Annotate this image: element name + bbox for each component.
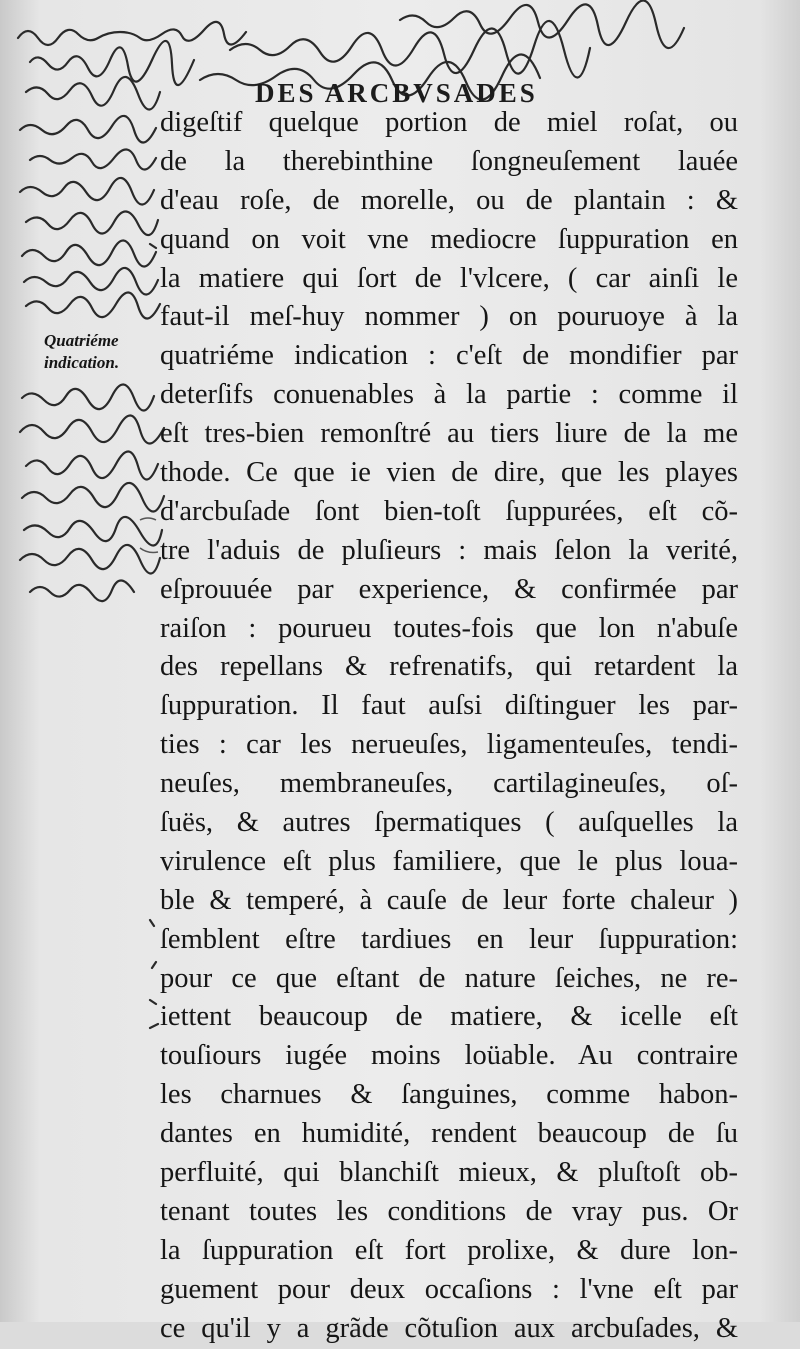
text-line: la matiere qui ſort de l'vlcere, ( car ainſi le [160, 262, 738, 294]
text-line: ble & temperé, à cauſe de leur forte chaleur ) [160, 884, 738, 916]
text-line: ſuës, & autres ſpermatiques ( auſquelles la [160, 807, 738, 839]
text-line: dantes en humidité, rendent beaucoup de ſu [160, 1118, 738, 1150]
text-line: ce qu'il y a grãde cõtuſion aux arcbuſades, & [160, 1312, 738, 1344]
text-line: virulence eſt plus familiere, que le plus loua- [160, 845, 738, 877]
text-line: touſiours iugée moins loüable. Au contraire [160, 1040, 738, 1072]
text-line: iettent beaucoup de matiere, & icelle eſt [160, 1001, 738, 1033]
margin-note-line: indication. [44, 353, 120, 372]
text-line: d'arcbuſade ſont bien-toſt ſuppurées, eſt cõ- [160, 495, 738, 527]
margin-note-line: Quatriéme [44, 331, 119, 350]
text-line: digeſtif quelque portion de miel roſat, ou [160, 107, 738, 138]
text-line: ſemblent eſtre tardiues en leur ſuppuration: [160, 923, 738, 955]
text-line: eſprouuée par experience, & confirmée par [160, 573, 738, 605]
text-line: perfluité, qui blanchiſt mieux, & pluſtoſt ob- [160, 1157, 738, 1189]
text-line: quatriéme indication : c'eſt de mondifier par [160, 340, 738, 372]
text-line: la ſuppuration eſt fort prolixe, & dure lon- [160, 1234, 738, 1266]
text-line: tre l'aduis de pluſieurs : mais ſelon la verité, [160, 534, 738, 566]
text-line: quand on voit vne mediocre ſuppuration en [160, 223, 738, 255]
text-line: eſt tres-bien remonſtré au tiers liure de la me [160, 418, 738, 450]
text-line: tenant toutes les conditions de vray pus. Or [160, 1195, 738, 1227]
text-line: les charnues & ſanguines, comme habon- [160, 1079, 738, 1111]
text-line: thode. Ce que ie vien de dire, que les playes [160, 457, 738, 489]
text-line: des repellans & refrenatifs, qui retardent la [160, 651, 738, 683]
text-line: pour ce que eſtant de nature ſeiches, ne re- [160, 962, 738, 994]
text-line: deterſifs conuenables à la partie : comme il [160, 379, 738, 411]
text-line: guement pour deux occaſions : l'vne eſt par [160, 1273, 738, 1305]
text-line: d'eau roſe, de morelle, ou de plantain : & [160, 184, 738, 216]
text-line: raiſon : pourueu toutes-fois que lon n'abuſe [160, 612, 738, 644]
text-line: ties : car les nerueuſes, ligamenteuſes, tendi- [160, 729, 738, 761]
running-head: DES ARCBVSADES [255, 78, 538, 108]
margin-note [44, 330, 119, 374]
body-text [160, 104, 738, 1349]
text-line: faut-il meſ-huy nommer ) on pouruoye à la [160, 301, 738, 333]
text-line: ſuppuration. Il faut auſsi diſtinguer les par- [160, 690, 738, 722]
text-line: de la therebinthine ſongneuſement lauée [160, 145, 738, 177]
text-line: neuſes, membraneuſes, cartilagineuſes, oſ- [160, 768, 738, 800]
